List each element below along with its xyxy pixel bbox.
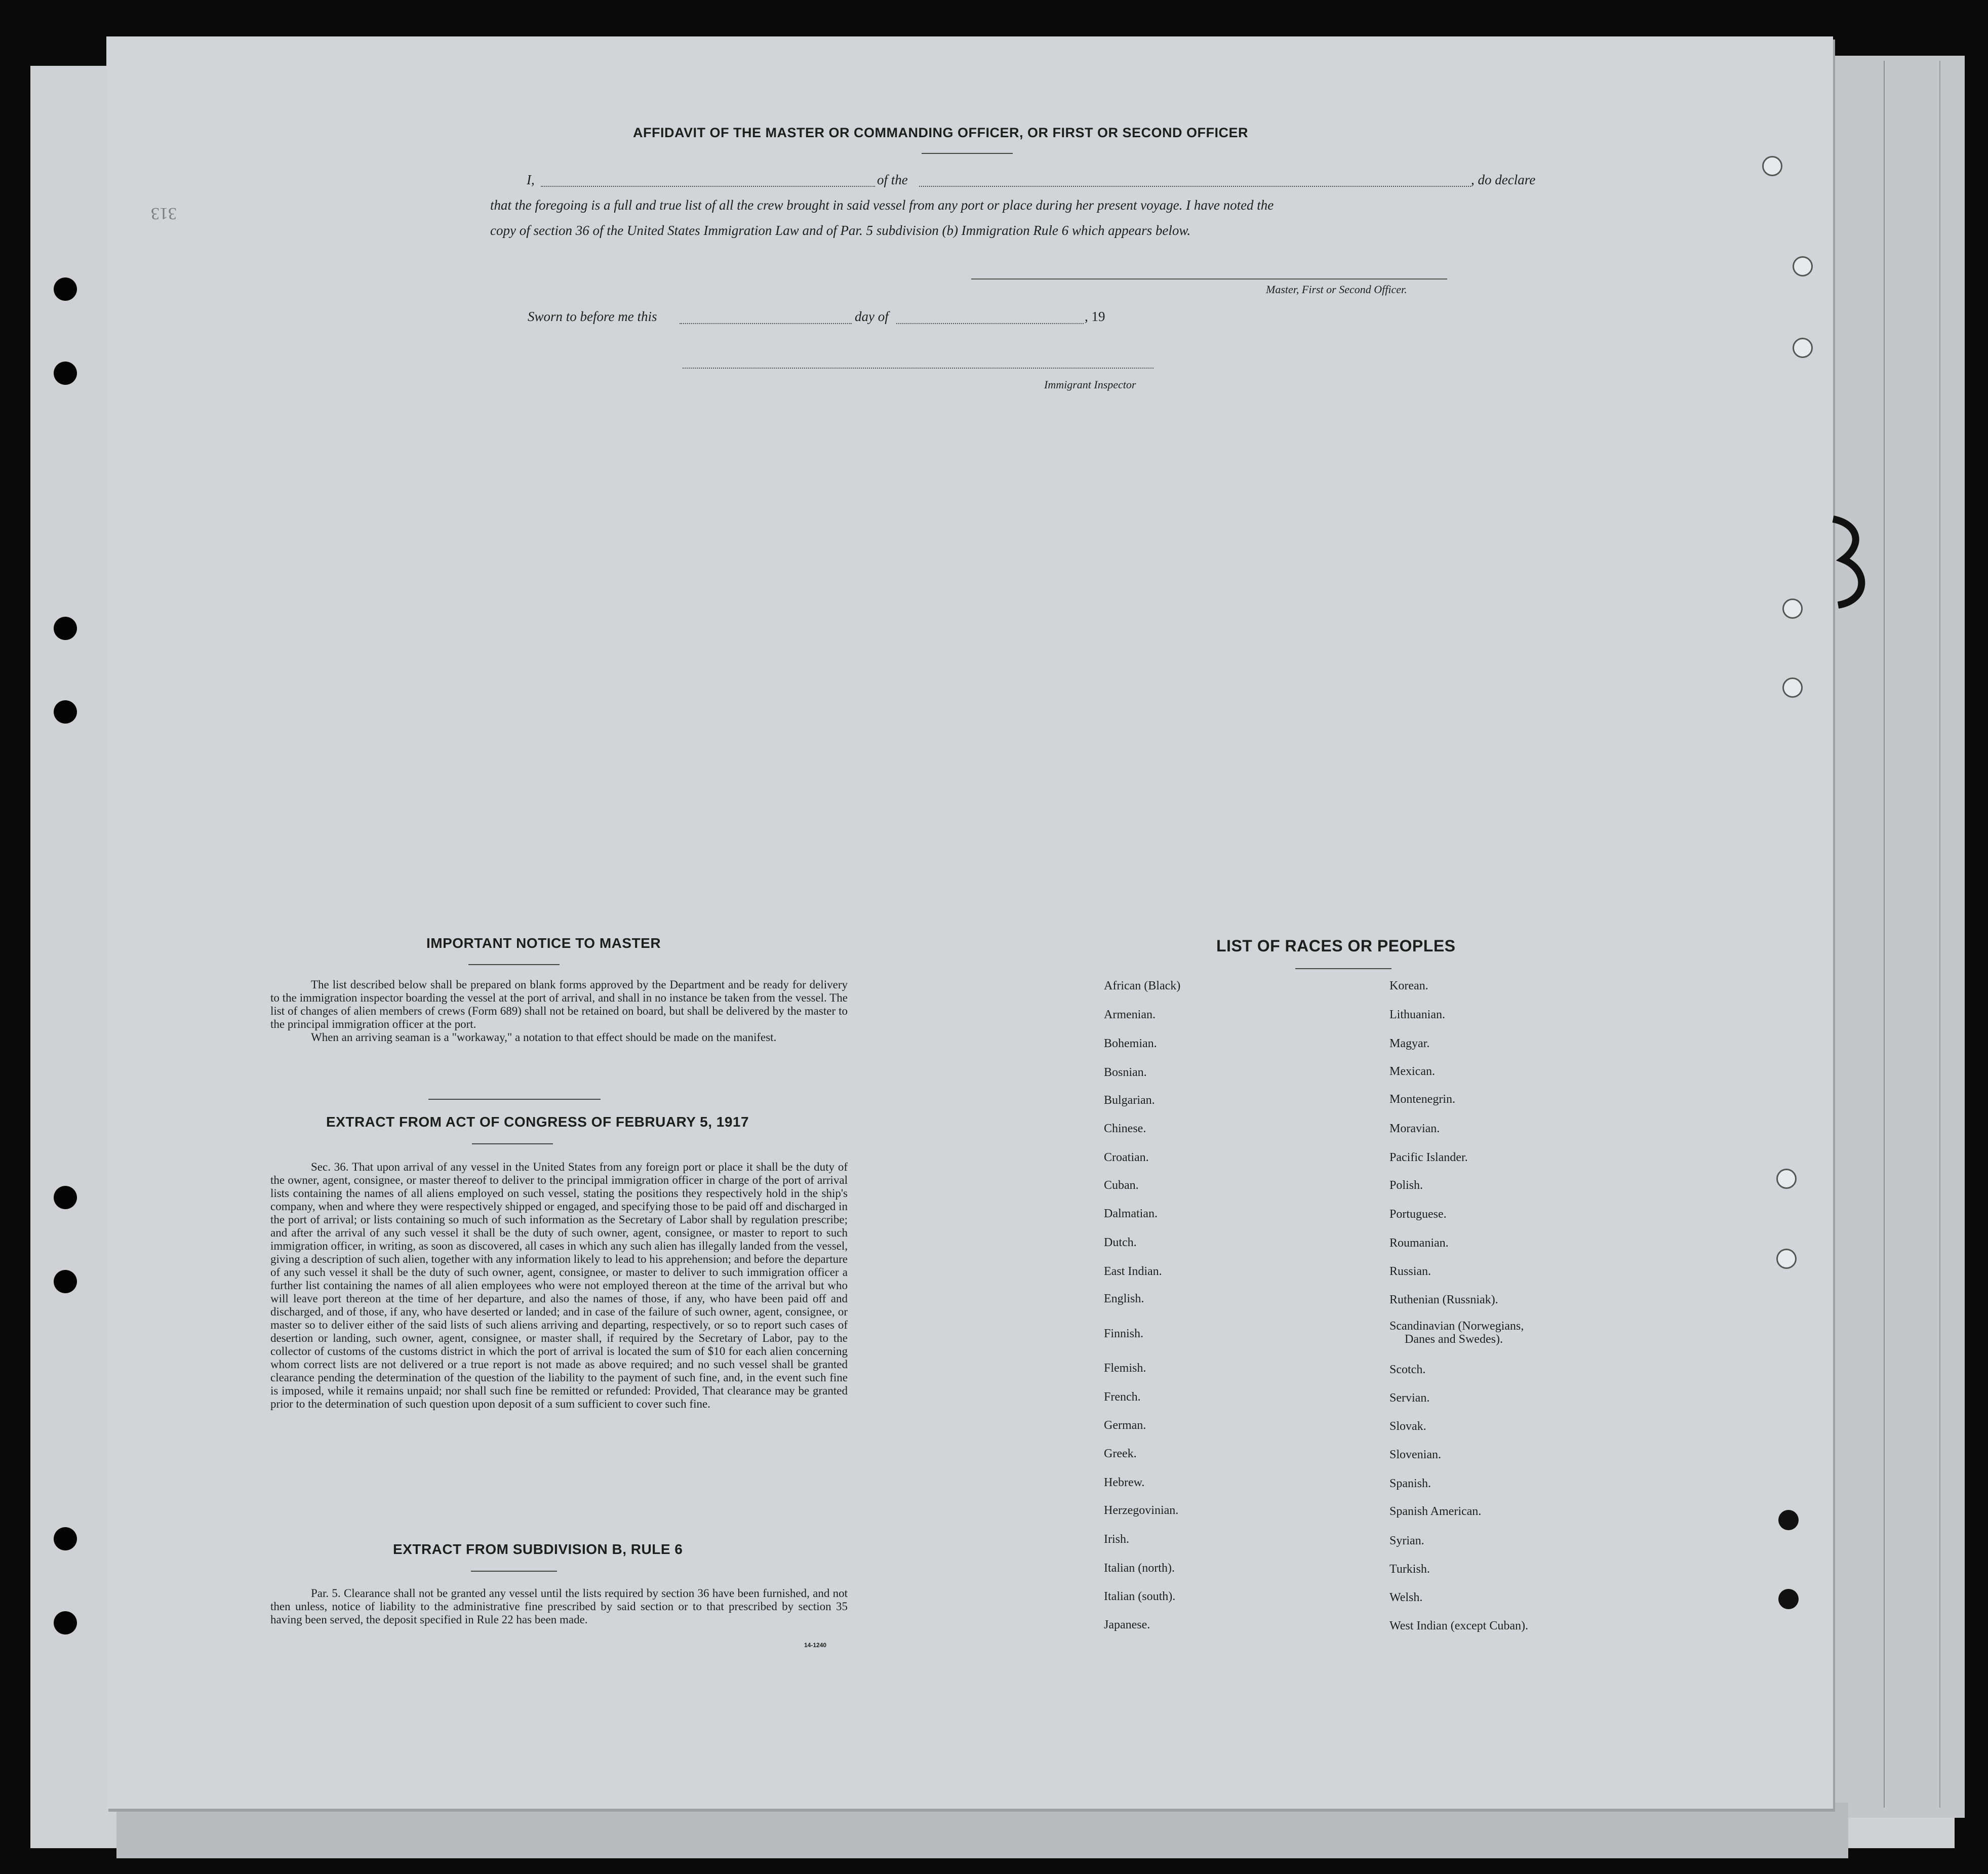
race-item: Croatian. [1104,1151,1149,1164]
binder-hole [54,277,77,301]
extract-rule-body [270,1587,848,1626]
race-item: Lithuanian. [1389,1008,1445,1021]
affidavit-of-the: of the [877,172,908,187]
page-edge-mark [1828,514,1874,610]
race-item: Portuguese. [1389,1208,1447,1221]
underlying-page-edge [1833,56,1965,1818]
sworn-label: Sworn to before me this [528,309,657,324]
race-item: Danes and Swedes). [1405,1333,1503,1346]
year-label: , 19 [1085,309,1105,324]
punch-hole [1778,1589,1799,1609]
race-item: Hebrew. [1104,1476,1145,1489]
notice-title-underline [468,964,560,965]
race-item: Bohemian. [1104,1037,1157,1050]
extract-act-paragraph: Sec. 36. That upon arrival of any vessel in the United States from any foreign port or place it shall be the duty of the owner, agent, consignee, or master thereof to deliver to the principal immigration officer in charge of the port of arrival lists containing the names of all aliens employed on such vessel, stating the positions they respectively hold in the ship's company, when and where they were respectively shipped or engaged, and specifying those to be paid off and discharged in the port of arrival; or lists containing so much of such information as the Secretary of Labor shall by regulation prescribe; and after the arrival of any such vessel it shall be the duty of such owner, agent, consignee, or master to report to such immigration officer, in writing, as soon as discovered, all cases in which any such alien has illegally landed from the vessel, giving a description of such alien, together with any information likely to lead to his apprehension; and before the departure of any such vessel it shall be the duty of such owner, agent, consignee, or master to deliver to such immigration officer a further list containing the names of all alien employees who were not employed thereon at the time of the arrival but who will leave port thereon at the time of her departure, and also the names of those, if any, who have been paid off and discharged, and of those, if any, who have deserted or landed; and in case of the failure of such owner, agent, consignee, or master so to deliver either of the said lists of such aliens arriving and departing, respectively, or so to report such cases of desertion or landing, such owner, agent, consignee, or master shall, if required by the Secretary of Labor, pay to the collector of customs of the customs district in which the port of arrival is located the sum of $10 for each alien concerning whom correct lists are not delivered or a true report is not made as above required; and no such vessel shall be granted clearance pending the determination of the question of the liability to the payment of such fine, and, in the event such fine is imposed, while it remains unpaid; nor shall such fine be remitted or refunded: Provided, That clearance may be granted prior to the determination of such question upon deposit of a sum sufficient to cover such fine. [270,1161,848,1410]
punch-hole [1776,1249,1797,1269]
race-item: Roumanian. [1389,1237,1449,1250]
binder-hole [54,1611,77,1634]
race-item: Japanese. [1104,1618,1150,1631]
race-item: Armenian. [1104,1008,1156,1021]
section-divider [428,1099,601,1100]
race-item: Dutch. [1104,1236,1137,1249]
race-item: Cuban. [1104,1179,1139,1192]
underlying-page-bottom [116,1803,1848,1858]
race-item: Ruthenian (Russniak). [1389,1293,1498,1306]
extract-rule-underline [471,1571,557,1572]
notice-paragraph-1: The list described below shall be prepared on blank forms approved by the Department and be ready for delivery to the immigration inspector boarding the vessel at the port of arrival, and shall in no instance be taken from the vessel. The list of changes of alien members of crews (Form 689) shall not be retained on board, but shall be delivered by the master to the principal immigration officer at the port. [270,978,848,1030]
race-item: Turkish. [1389,1563,1430,1576]
affidavit-title: AFFIDAVIT OF THE MASTER OR COMMANDING OFFICER, OR FIRST OR SECOND OFFICER [633,125,1248,140]
race-item: Chinese. [1104,1122,1146,1135]
master-signature-line [971,278,1447,280]
race-item: Korean. [1389,979,1428,992]
race-item: Greek. [1104,1447,1137,1460]
race-item: German. [1104,1419,1146,1432]
binder-hole [54,362,77,385]
punch-hole [1782,599,1803,619]
day-of-label: day of [855,309,889,324]
race-item: Scotch. [1389,1363,1426,1376]
race-item: Syrian. [1389,1534,1424,1547]
race-item: Spanish. [1389,1477,1432,1490]
vessel-blank-line [919,186,1471,187]
race-item: Russian. [1389,1265,1432,1278]
extract-rule-title: EXTRACT FROM SUBDIVISION B, RULE 6 [393,1541,683,1557]
document-sheet [106,36,1833,1809]
race-item: Polish. [1389,1179,1423,1192]
form-number: 14-1240 [804,1642,827,1649]
extract-act-body [270,1161,848,1411]
binder-hole [54,1527,77,1550]
race-item: West Indian (except Cuban). [1389,1619,1528,1632]
punch-hole [1776,1169,1797,1189]
race-item: Slovak. [1389,1420,1426,1433]
notice-paragraph-2: When an arriving seaman is a "workaway," a notation to that effect should be made on the manifest. [311,1031,777,1044]
page-edge-line [1884,61,1885,1808]
binder-hole [54,1186,77,1209]
affidavit-i-label: I, [527,172,535,187]
race-item: Moravian. [1389,1122,1440,1135]
inspector-caption: Immigrant Inspector [1044,378,1136,391]
race-item: Flemish. [1104,1362,1146,1375]
race-item: African (Black) [1104,979,1181,992]
race-item: Irish. [1104,1533,1129,1546]
race-item: Scandinavian (Norwegians, [1389,1320,1524,1333]
race-item: Bosnian. [1104,1066,1147,1079]
race-item: Slovenian. [1389,1448,1441,1461]
race-item: Finnish. [1104,1327,1144,1340]
binder-hole [54,700,77,724]
title-underline [922,153,1013,154]
race-item: Pacific Islander. [1389,1151,1468,1164]
race-item: Spanish American. [1389,1505,1482,1518]
race-item: Welsh. [1389,1591,1423,1604]
punch-hole [1793,256,1813,276]
race-item: East Indian. [1104,1265,1162,1278]
affidavit-line-2: that the foregoing is a full and true list of all the crew brought in said vessel from any port or place during her present voyage. I have noted the [490,197,1274,213]
affidavit-do-declare: , do declare [1471,172,1536,187]
sworn-day-blank [680,323,852,324]
extract-act-underline [472,1143,553,1144]
race-item: Magyar. [1389,1037,1430,1050]
punch-hole [1793,338,1813,358]
race-item: Dalmatian. [1104,1207,1158,1220]
race-item: Herzegovinian. [1104,1504,1179,1517]
master-caption: Master, First or Second Officer. [1266,283,1407,296]
race-item: Italian (north). [1104,1562,1175,1575]
race-item: Bulgarian. [1104,1094,1155,1107]
margin-mark: 313 [151,204,177,223]
punch-hole [1782,677,1803,698]
name-blank-line [541,186,875,187]
punch-hole [1778,1510,1799,1530]
notice-body [270,978,848,1044]
races-title-underline [1295,968,1391,969]
race-item: French. [1104,1390,1141,1404]
notice-title: IMPORTANT NOTICE TO MASTER [426,935,661,951]
punch-hole [1762,156,1782,176]
inspector-signature-line [683,368,1154,369]
page-edge-line [1939,61,1940,1808]
race-item: Montenegrin. [1389,1093,1455,1106]
races-title: LIST OF RACES OR PEOPLES [1216,937,1456,955]
extract-rule-paragraph: Par. 5. Clearance shall not be granted any vessel until the lists required by section 36 have been furnished, and not then unless, notice of liability to the administrative fine prescribed by said section or to that prescribed by section 35 having been served, the deposit specified in Rule 22 has been made. [270,1587,848,1626]
sworn-month-blank [896,323,1084,324]
race-item: Mexican. [1389,1065,1435,1078]
extract-act-title: EXTRACT FROM ACT OF CONGRESS OF FEBRUARY 5, 1917 [326,1114,749,1130]
race-item: Italian (south). [1104,1590,1176,1603]
affidavit-line-3: copy of section 36 of the United States Immigration Law and of Par. 5 subdivision (b) Immigration Rule 6 which appears below. [490,223,1191,238]
binder-hole [54,1270,77,1293]
race-item: English. [1104,1292,1144,1305]
race-item: Servian. [1389,1391,1430,1405]
binder-hole [54,617,77,640]
